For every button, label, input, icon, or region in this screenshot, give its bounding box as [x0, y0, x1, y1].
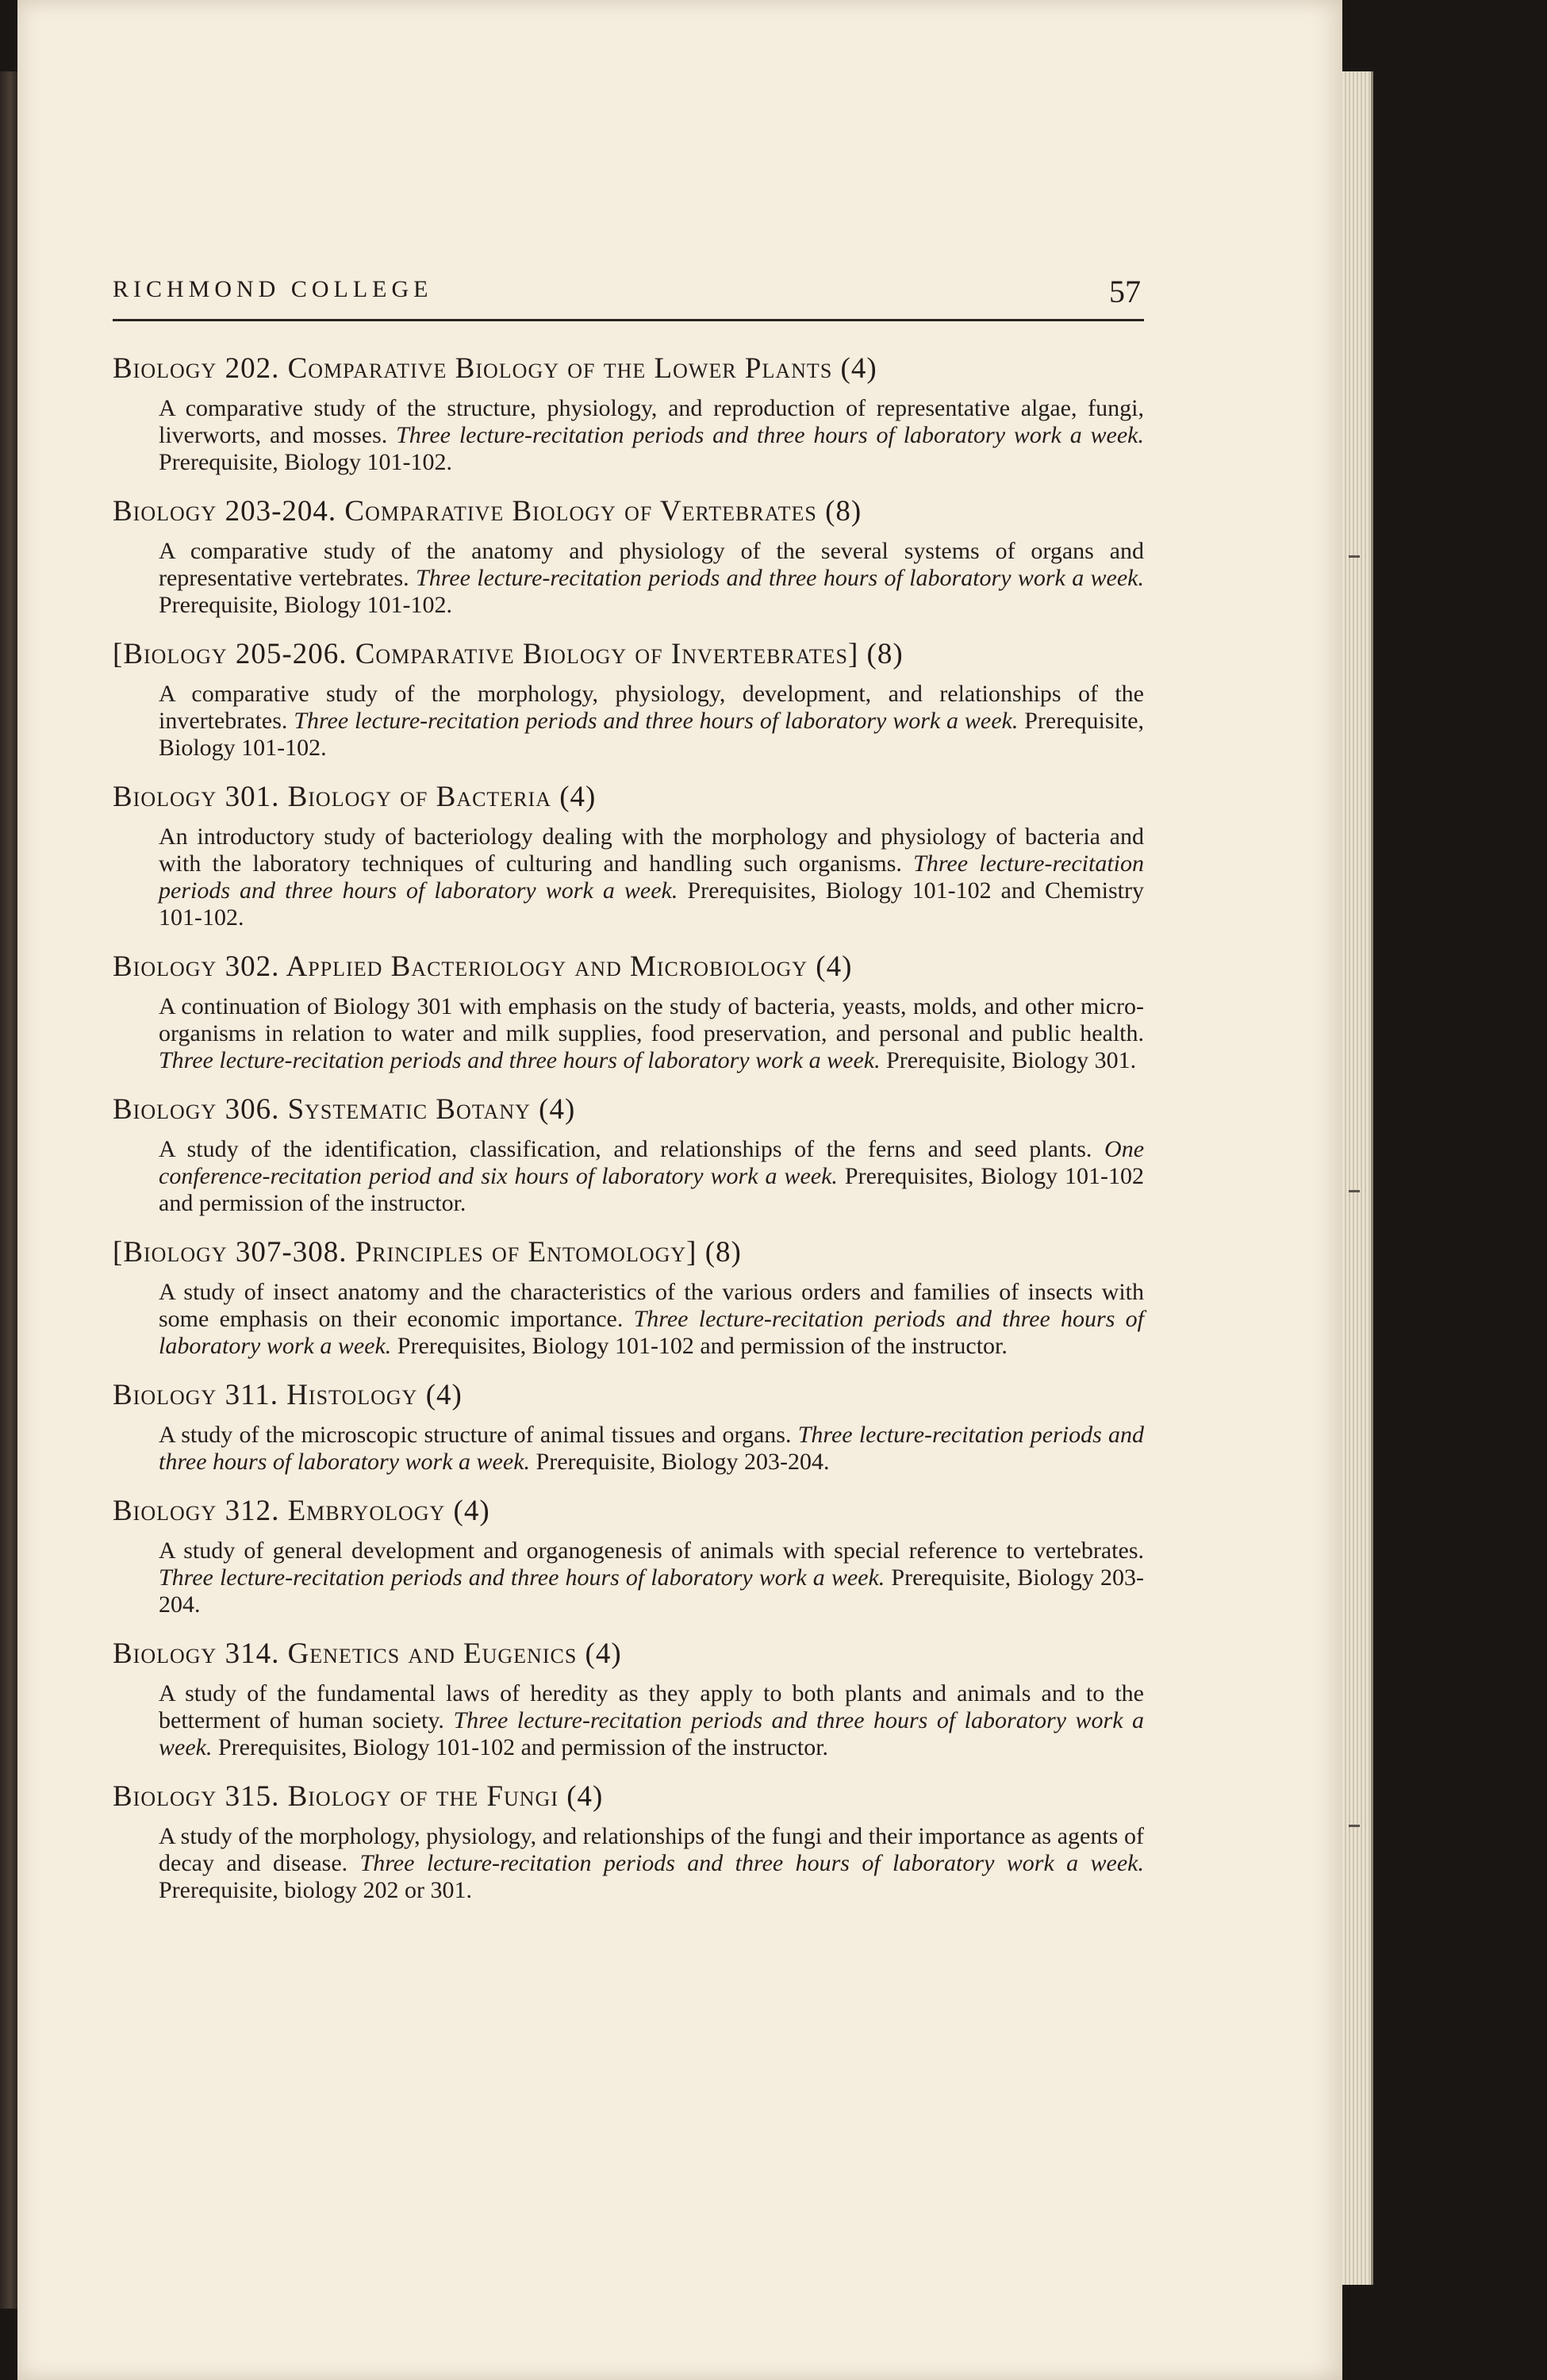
- course-description-text: A study of the identification, classification, and relationships of the ferns and seed plants.: [159, 1136, 1092, 1162]
- course-description-text: An introductory study of bacteriology dealing with the morphology and physiology of bacteria and with the laboratory techniques of culturing and handling such organisms.: [159, 823, 1144, 877]
- course-schedule: Three lecture-recitation periods and three hours of laboratory work a week.: [416, 565, 1144, 591]
- course-prerequisite: Prerequisite, Biology 101-102.: [159, 708, 1145, 761]
- page-number: 57: [1109, 274, 1141, 309]
- edge-tick: [1349, 1190, 1360, 1192]
- course-entry: [113, 1374, 1144, 1476]
- course-list: [113, 347, 1144, 1918]
- course-description: [159, 1422, 1144, 1476]
- course-description: [159, 681, 1144, 762]
- course-heading: Biology 306. Systematic Botany (4): [113, 1093, 576, 1126]
- course-entry: [113, 490, 1144, 619]
- course-entry: [113, 1088, 1144, 1217]
- course-schedule: Three lecture-recitation periods and three hours of laboratory work a week.: [159, 850, 1145, 904]
- course-heading: Biology 315. Biology of the Fungi (4): [113, 1780, 604, 1813]
- course-prerequisite: Prerequisite, Biology 101-102.: [159, 449, 452, 475]
- course-description: [159, 538, 1144, 619]
- course-heading: Biology 203-204. Comparative Biology of Vertebrates (8): [113, 495, 862, 528]
- running-head: RICHMOND COLLEGE: [113, 276, 433, 302]
- course-schedule: Three lecture-recitation periods and three hours of laboratory work a week.: [159, 1422, 1145, 1475]
- course-heading: Biology 311. Histology (4): [113, 1379, 463, 1411]
- page-edges: [1342, 71, 1373, 2285]
- course-schedule: Three lecture-recitation periods and three hours of laboratory work a week.: [159, 1564, 885, 1591]
- edge-tick: [1349, 1825, 1360, 1827]
- course-description: [159, 1823, 1144, 1904]
- course-entry: [113, 776, 1144, 931]
- course-description-text: A study of the morphology, physiology, and relationships of the fungi and their importance as agents of decay and disease.: [159, 1823, 1144, 1876]
- course-description-text: A comparative study of the structure, physiology, and reproduction of representative algae, fungi, liverworts, and mosses.: [159, 395, 1144, 448]
- course-schedule: Three lecture-recitation periods and three hours of laboratory work a week.: [294, 708, 1019, 734]
- course-description-text: A study of the fundamental laws of heredity as they apply to both plants and animals and to the betterment of human society.: [159, 1680, 1144, 1733]
- course-schedule: Three lecture-recitation periods and three hours of laboratory work a week.: [396, 422, 1144, 448]
- course-entry: [113, 347, 1144, 476]
- course-entry: [113, 1775, 1144, 1904]
- course-prerequisite: Prerequisites, Biology 101-102 and Chemistry 101-102.: [159, 877, 1145, 931]
- course-heading: Biology 202. Comparative Biology of the Lower Plants (4): [113, 352, 877, 385]
- course-description-text: A study of insect anatomy and the characteristics of the various orders and families of insects with some emphasis on their economic importance.: [159, 1279, 1144, 1332]
- course-description: [159, 1680, 1144, 1761]
- course-heading: Biology 301. Biology of Bacteria (4): [113, 781, 597, 813]
- course-prerequisite: Prerequisite, biology 202 or 301.: [159, 1877, 472, 1903]
- course-description: [159, 395, 1144, 476]
- course-prerequisite: Prerequisite, Biology 203-204.: [536, 1449, 830, 1475]
- course-prerequisite: Prerequisites, Biology 101-102 and permission of the instructor.: [217, 1734, 829, 1760]
- course-description: [159, 1279, 1144, 1360]
- course-entry: [113, 633, 1144, 762]
- course-entry: [113, 1231, 1144, 1360]
- course-description-text: A comparative study of the morphology, physiology, development, and relationships of the invertebrates.: [159, 681, 1144, 734]
- course-entry: [113, 1490, 1144, 1618]
- course-prerequisite: Prerequisite, Biology 301.: [886, 1047, 1137, 1073]
- course-description-text: A continuation of Biology 301 with emphasis on the study of bacteria, yeasts, molds, and other micro-organisms in relation to water and milk supplies, food preservation, and personal and public health.: [159, 993, 1144, 1046]
- course-schedule: One conference-recitation period and six hours of laboratory work a week.: [159, 1136, 1145, 1189]
- course-description-text: A study of general development and organogenesis of animals with special reference to vertebrates.: [159, 1537, 1144, 1564]
- course-prerequisite: Prerequisites, Biology 101-102 and permission of the instructor.: [397, 1333, 1008, 1359]
- book-spine-shadow: [0, 71, 17, 2309]
- course-heading: Biology 302. Applied Bacteriology and Microbiology (4): [113, 950, 853, 983]
- course-description: [159, 823, 1144, 931]
- course-heading: Biology 314. Genetics and Eugenics (4): [113, 1637, 622, 1670]
- page-header: [113, 270, 1144, 321]
- course-prerequisite: Prerequisite, Biology 101-102.: [159, 592, 452, 618]
- course-prerequisite: Prerequisites, Biology 101-102 and permission of the instructor.: [159, 1163, 1145, 1216]
- course-description: [159, 993, 1144, 1074]
- course-description-text: A study of the microscopic structure of animal tissues and organs.: [159, 1422, 792, 1448]
- course-heading: [Biology 205-206. Comparative Biology of Invertebrates] (8): [113, 638, 904, 670]
- course-description: [159, 1136, 1144, 1217]
- course-heading: [Biology 307-308. Principles of Entomology] (8): [113, 1236, 742, 1269]
- course-schedule: Three lecture-recitation periods and three hours of laboratory work a week.: [159, 1047, 881, 1073]
- course-entry: [113, 946, 1144, 1074]
- course-schedule: Three lecture-recitation periods and three hours of laboratory work a week.: [159, 1306, 1144, 1359]
- course-prerequisite: Prerequisite, Biology 203-204.: [159, 1564, 1144, 1618]
- course-heading: Biology 312. Embryology (4): [113, 1495, 490, 1527]
- course-entry: [113, 1633, 1144, 1761]
- course-schedule: Three lecture-recitation periods and three hours of laboratory work a week.: [159, 1707, 1145, 1760]
- course-description-text: A comparative study of the anatomy and physiology of the several systems of organs and representative vertebrates.: [159, 538, 1144, 591]
- edge-tick: [1349, 555, 1360, 558]
- course-schedule: Three lecture-recitation periods and three hours of laboratory work a week.: [359, 1850, 1144, 1876]
- course-description: [159, 1537, 1144, 1618]
